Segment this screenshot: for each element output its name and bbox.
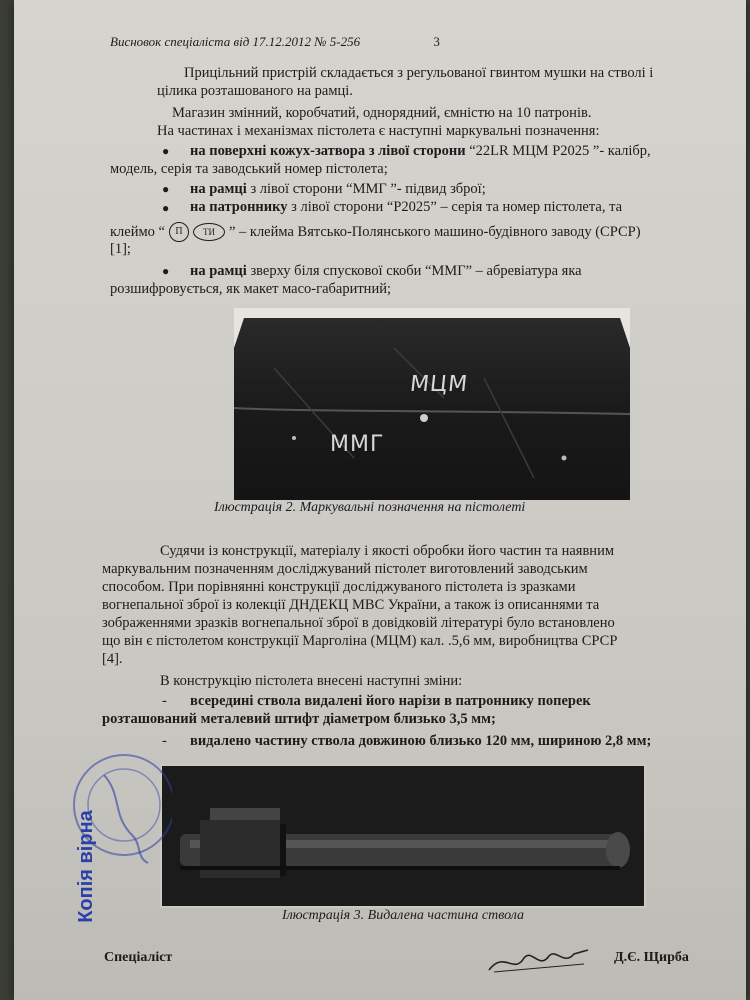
bullet-marker: ● [162,144,170,158]
figure-2-photo [234,308,630,500]
conclusion-line2: маркувальним позначенням досліджуваний пістолет виготовлений заводським [102,561,588,577]
marking-location: на рамці [190,181,247,197]
pistol-marking-photo [234,308,630,500]
footer-name: Д.Є. Щирба [614,950,689,965]
stamp-prefix: клеймо “ [110,224,165,240]
marking-location: на рамці [190,263,247,279]
marking-item-trigger-guard [190,262,582,280]
conclusion-line4: вогнепальної зброї із колекції ДНДЕКЦ МВС України, а також із описаннями та [102,597,600,613]
factory-stamp-p-icon [169,222,189,242]
change-item-2: видалено частину ствола довжиною близько 120 мм, шириною 2,8 мм; [190,733,652,749]
marking-item-chamber [190,198,622,216]
barrel-part-photo [160,764,646,908]
marking-value: з лівої сторони “ММГ ”- підвид зброї; [246,181,486,197]
dash-marker: - [162,693,167,709]
marking-item-frame [190,180,486,198]
stamp-seal-icon [52,745,172,915]
change-item-1-line2: розташований металевий штифт діаметром близько 3,5 мм; [102,711,496,727]
stamp-copy-true: Копія вірна [74,810,97,923]
marking-value: з лівої сторони “Р2025” – серія та номер пістолета, та [287,199,623,215]
bullet-marker: ● [162,201,170,215]
bullet-marker: ● [162,182,170,196]
change-item-1-line1: всередині ствола видалені його нарізи в патроннику поперек [190,693,591,709]
paragraph-sight-line1: Прицільний пристрій складається з регульованої гвинтом мушки на стволі і [184,65,654,81]
dash-marker: - [162,733,167,749]
marking-value: зверху біля спускової скоби “ММГ” – абревіатура яка [246,263,582,279]
certification-stamp [52,745,172,923]
conclusion-line6: що він є пістолетом конструкції Марголіна (МЦМ) кал. .5,6 мм, виробництва СРСР [102,633,618,649]
marking-location: на поверхні кожух-затвора з лівої сторони [190,143,466,159]
page-header [110,34,440,50]
conclusion-line5: зображеннями зразків вогнепальної зброї в довідковій літературі було встановлено [102,615,615,631]
marking-item-slide [190,142,651,160]
signature-icon [484,940,594,980]
footer-role: Спеціаліст [104,950,173,965]
paragraph-markings-intro: На частинах і механізмах пістолета є наступні маркувальні позначення: [157,123,600,139]
marking-text-mcm: МЦМ [408,372,470,397]
marking-location: на патроннику [190,199,288,215]
stamp-logo-letters: ТИ [202,227,215,237]
marking-item-trigger-guard-line2: розшифровується, як макет масо-габаритний; [110,281,391,297]
stamp-p-letter: П [175,226,183,237]
figure-3-photo [160,764,646,908]
factory-logo-icon [193,223,225,241]
marking-text-mmg: ММГ [330,432,385,457]
marking-value: “22LR МЦМ Р2025 ”- калібр, [465,143,651,159]
figure-2-caption: Ілюстрація 2. Маркувальні позначення на пістолеті [214,500,526,515]
reference-1: [1]; [110,241,131,257]
marking-item-slide-line2: модель, серія та заводський номер пістолета; [110,161,388,177]
changes-intro: В конструкцію пістолета внесені наступні зміни: [160,673,463,689]
paragraph-sight-line2: цілика розташованого на рамці. [157,83,353,99]
document-page [14,0,746,1000]
bullet-marker: ● [162,264,170,278]
stamp-description: ” – клейма Вятсько-Полянського машино-будівного заводу (СРСР) [228,224,641,240]
figure-3-caption: Ілюстрація 3. Видалена частина ствола [282,908,525,923]
paragraph-magazine: Магазин змінний, коробчатий, однорядний, ємністю на 10 патронів. [172,105,592,121]
page-number: 3 [433,34,440,49]
conclusion-line1: Судячи із конструкції, матеріалу і якості обробки його частин та наявним [160,543,615,559]
header-title: Висновок спеціаліста від 17.12.2012 № 5-256 [110,34,361,49]
conclusion-line7: [4]. [102,651,123,667]
conclusion-line3: способом. При порівнянні конструкції досліджуваного пістолета із зразками [102,579,576,595]
marking-item-chamber-line2 [110,222,641,242]
